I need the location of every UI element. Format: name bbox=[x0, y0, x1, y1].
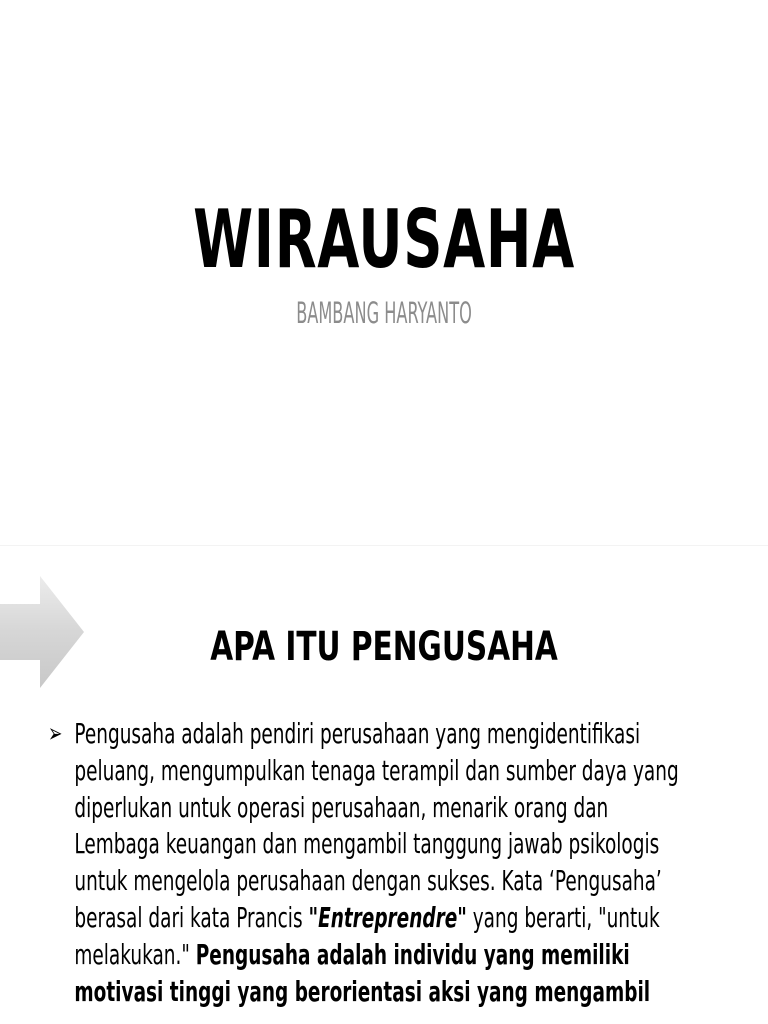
bullet-arrow-icon: ➢ bbox=[48, 719, 63, 749]
slide-title: WIRAUSAHA bbox=[193, 193, 575, 286]
paragraph-bold: Pengusaha adalah individu yang memiliki motivasi tinggi yang berorientasi aksi yang mengambil bbox=[74, 937, 651, 1008]
paragraph-text-2: yang berarti, "untuk melakukan." bbox=[74, 900, 660, 971]
paragraph-text bbox=[74, 716, 698, 1010]
content-slide bbox=[0, 548, 768, 1024]
paragraph-emphasis: "Entreprendre" bbox=[308, 900, 467, 934]
slide-heading: APA ITU PENGUSAHA bbox=[210, 624, 558, 670]
slide-subtitle: BAMBANG HARYANTO bbox=[296, 296, 472, 330]
bullet-paragraph bbox=[48, 716, 698, 1010]
slide-divider bbox=[0, 545, 768, 546]
arrow-right-icon bbox=[0, 576, 86, 690]
paragraph-text-1: Pengusaha adalah pendiri perusahaan yang mengidentifikasi peluang, mengumpulkan tenaga terampil dan sumber daya yang diperlukan untuk operasi perusahaan, menarik orang dan Lembaga keuangan dan mengambil tanggung jawab psikologis untuk mengelola perusahaan dengan sukses. Kata ‘Pengusaha’ berasal dari kata Prancis bbox=[74, 717, 679, 934]
